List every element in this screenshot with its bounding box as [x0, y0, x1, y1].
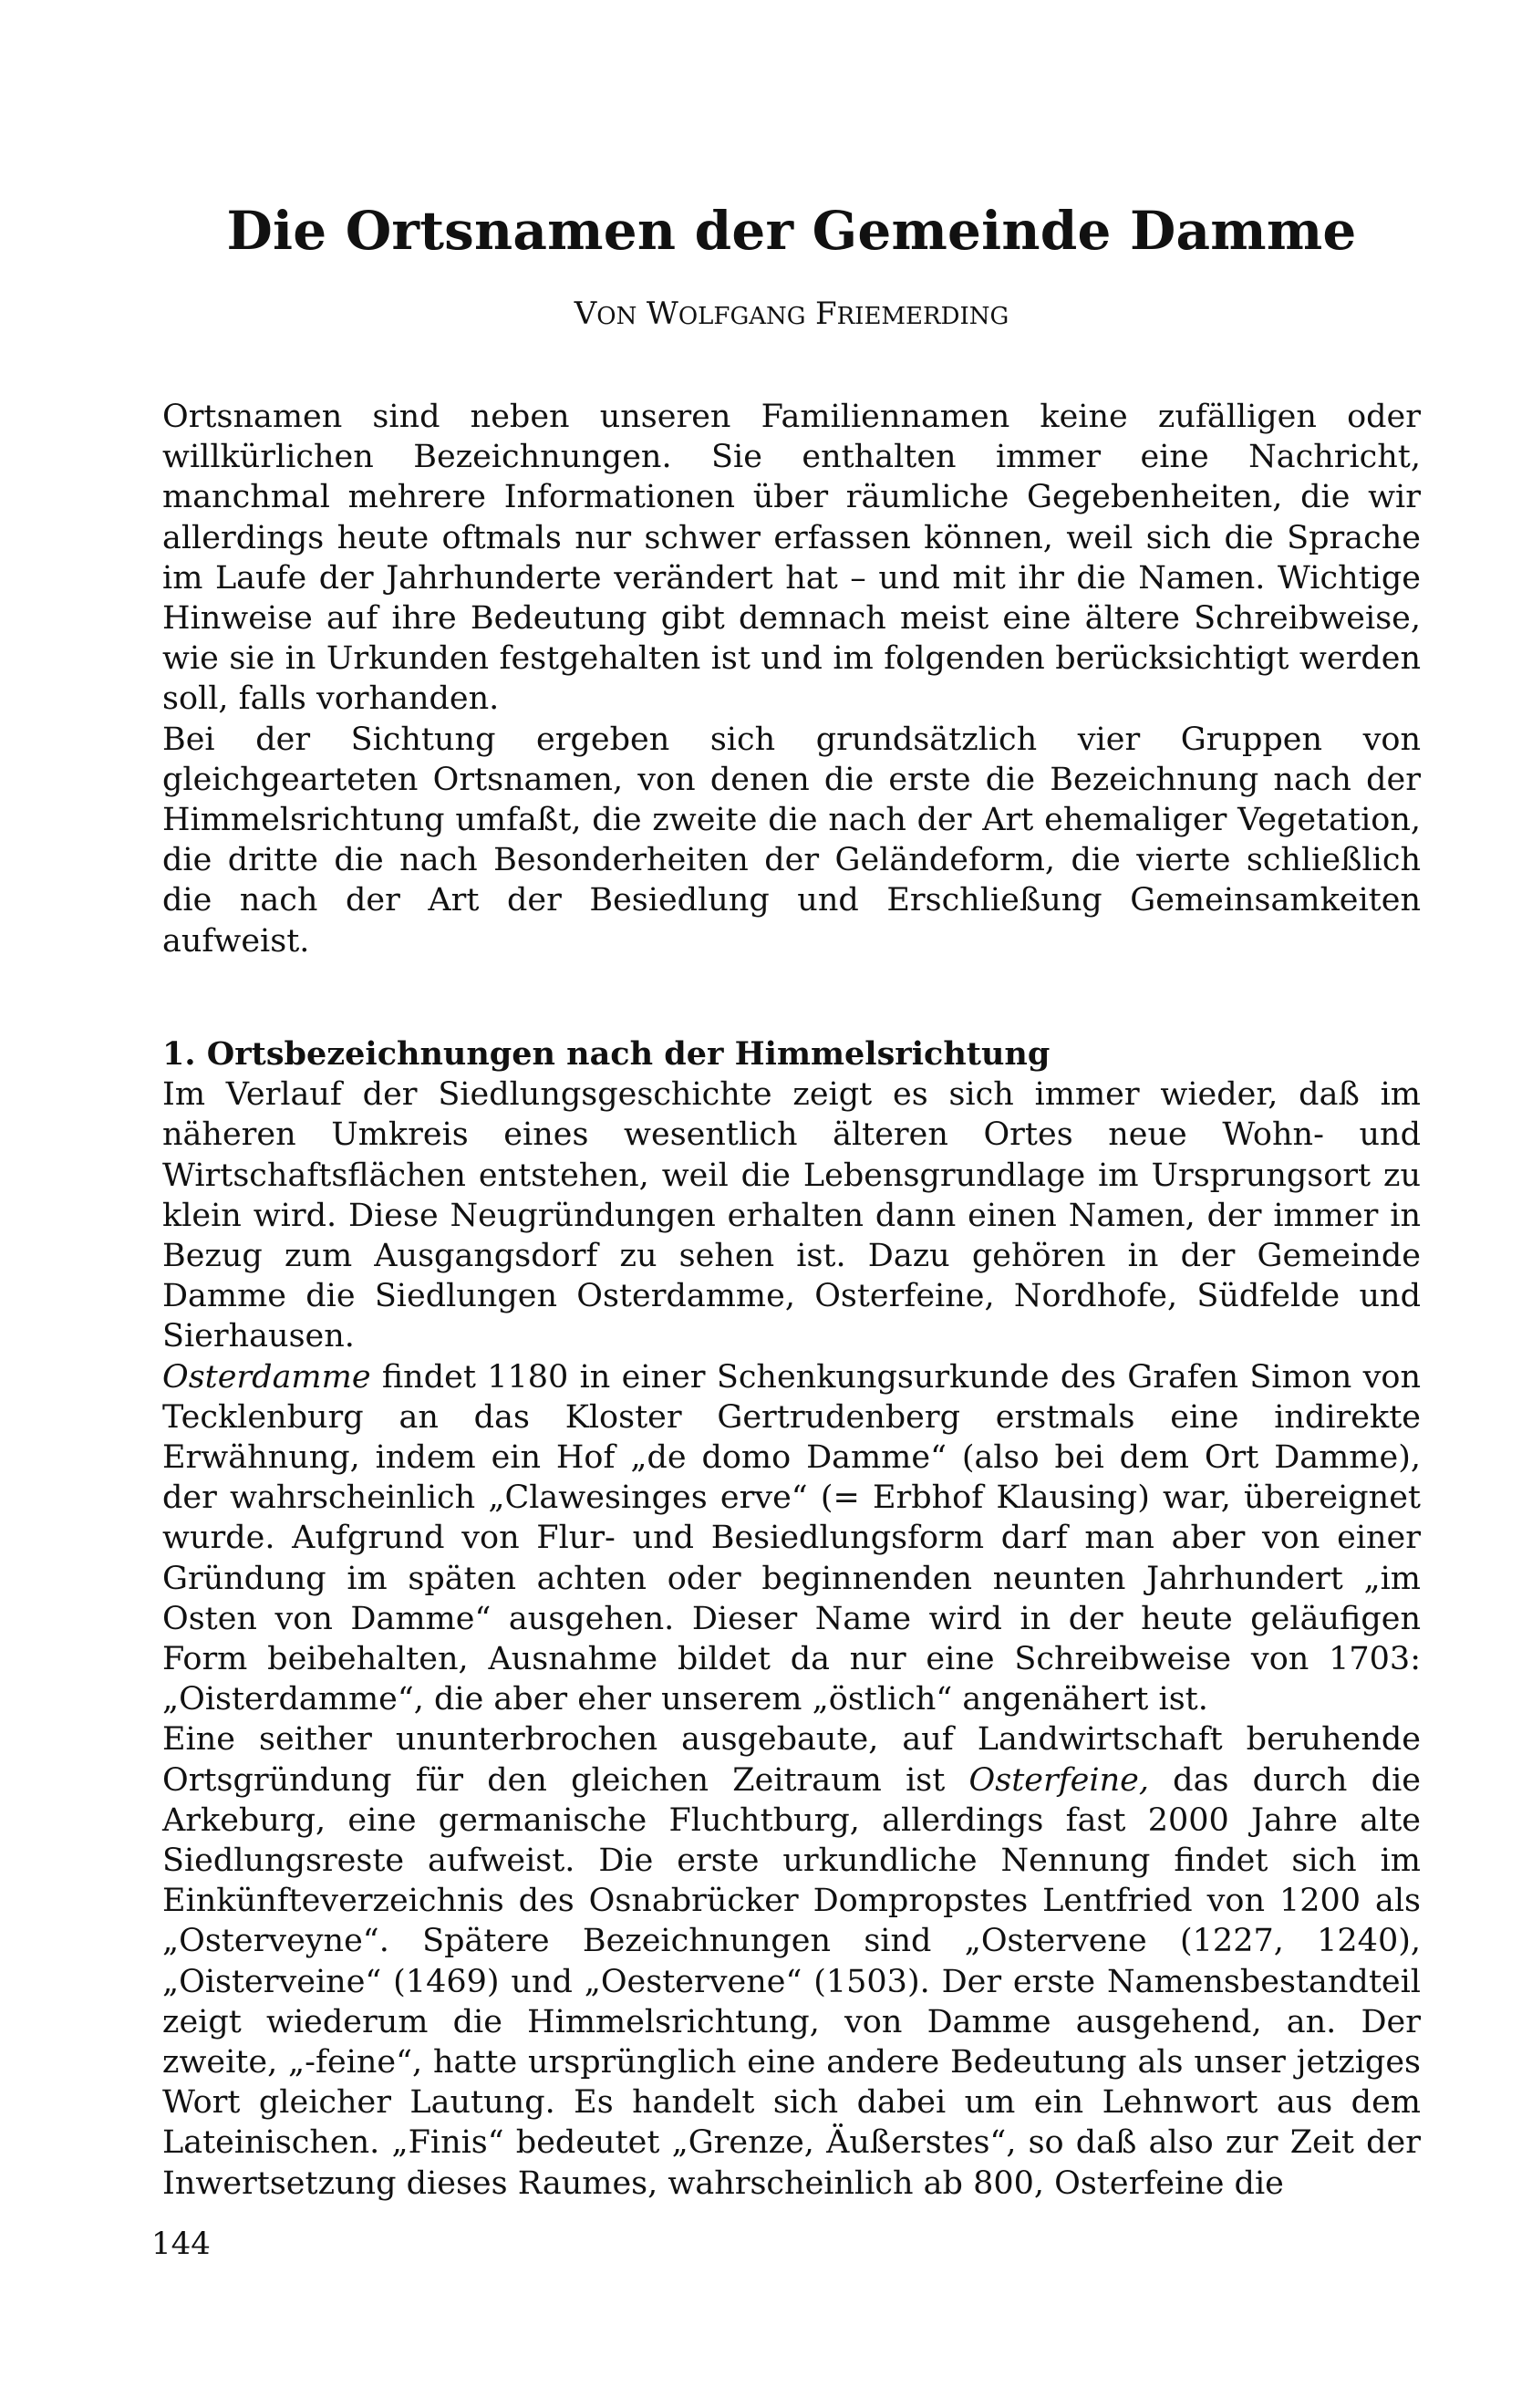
author-von-rest: ON — [596, 303, 637, 330]
author-von-initial: V — [574, 296, 597, 332]
page-title: Die Ortsnamen der Gemeinde Damme — [226, 200, 1357, 262]
section-1-paragraph-3 — [162, 1719, 1421, 2203]
section-1-heading: 1. Ortsbezeichnungen nach der Himmelsrichtung — [162, 1035, 1051, 1073]
section-1-paragraph-1: Im Verlauf der Siedlungsgeschichte zeigt es sich immer wieder, daß im näheren Umkreis eines wesentlich älteren Ortes neue Wohn- und Wirtschaftsflächen entstehen, weil die Lebensgrundlage im Ursprungsort zu klein wird. Diese Neugründungen erhalten dann einen Namen, der immer in Bezug zum Ausgangsdorf zu sehen ist. Dazu gehören in der Gemeinde Damme die Siedlungen Osterdamme, Osterfeine, Nordhofe, Südfelde und Sierhausen. — [162, 1076, 1421, 1355]
section-1-paragraph-2-text: findet 1180 in einer Schenkungsurkunde des Grafen Simon von Tecklenburg an das Kloster Gertrudenberg erstmals eine indirekte Erwähnung, indem ein Hof „de domo Damme“ (also bei dem Ort Damme), der wahrscheinlich „Clawesinges erve“ (= Erbhof Klausing) war, übereignet wurde. Aufgrund von Flur- und Besiedlungsform darf man aber von einer Gründung im späten achten oder beginnenden neunten Jahrhundert „im Osten von Damme“ ausgehen. Dieser Name wird in der heute geläufigen Form beibehalten, Ausnahme bildet da nur eine Schreibweise von 1703: „Oisterdamme“, die aber eher unserem „östlich“ angenähert ist. — [162, 1358, 1421, 1718]
intro-paragraph-2: Bei der Sichtung ergeben sich grundsätzlich vier Gruppen von gleichgearteten Ortsnamen, von denen die erste die Bezeichnung nach der Himmelsrichtung umfaßt, die zweite die nach der Art ehemaliger Vegetation, die dritte die nach Besonderheiten der Geländeform, die vierte schließlich die nach der Art der Besiedlung und Erschließung Gemeinsamkeiten aufweist. — [162, 721, 1421, 960]
italic-place-osterfeine: Osterfeine, — [968, 1761, 1149, 1799]
author-last-rest: RIEMERDING — [836, 303, 1009, 330]
author-first-initial: W — [646, 296, 678, 332]
section-1-paragraph-3-start: Eine seither ununterbrochen ausgebaute, auf Landwirtschaft beruhende Ortsgründung für den gleichen Zeitraum ist — [162, 1721, 1421, 1799]
section-1 — [162, 1034, 1421, 2204]
section-1-paragraph-2 — [162, 1357, 1421, 1720]
intro-paragraph-1: Ortsnamen sind neben unseren Familiennamen keine zufälligen oder willkürlichen Bezeichnungen. Sie enthalten immer eine Nachricht, manchmal mehrere Informationen über räumliche Gegebenheiten, die wir allerdings heute oftmals nur schwer erfassen können, weil sich die Sprache im Laufe der Jahrhunderte verändert hat – und mit ihr die Namen. Wichtige Hinweise auf ihre Bedeutung gibt demnach meist eine ältere Schreibweise, wie sie in Urkunden festgehalten ist und im folgenden berücksichtigt werden soll, falls vorhanden. — [162, 399, 1421, 718]
author-last-initial: F — [815, 296, 837, 332]
author-line — [0, 294, 1532, 337]
italic-place-osterdamme: Osterdamme — [162, 1358, 371, 1396]
intro-section — [162, 397, 1421, 961]
page-number: 144 — [151, 2226, 211, 2262]
section-1-paragraph-3-text: das durch die Arkeburg, eine germanische Fluchtburg, allerdings fast 2000 Jahre alte Siedlungsreste aufweist. Die erste urkundliche Nennung findet sich im Einkünfteverzeichnis des Osnabrücker Dompropstes Lentfried von 1200 als „Osterveyne“. Spätere Bezeichnungen sind „Ostervene (1227, 1240), „Oisterveine“ (1469) und „Oestervene“ (1503). Der erste Namensbestandteil zeigt wiederum die Himmelsrichtung, von Damme ausgehend, an. Der zweite, „-feine“, hatte ursprünglich eine andere Bedeutung als unser jetziges Wort gleicher Lautung. Es handelt sich dabei um ein Lehnwort aus dem Lateinischen. „Finis“ bedeutet „Grenze, Äußerstes“, so daß also zur Zeit der Inwertsetzung dieses Raumes, wahrscheinlich ab 800, Osterfeine die — [162, 1761, 1421, 2202]
author-first-rest: OLFGANG — [678, 303, 806, 330]
